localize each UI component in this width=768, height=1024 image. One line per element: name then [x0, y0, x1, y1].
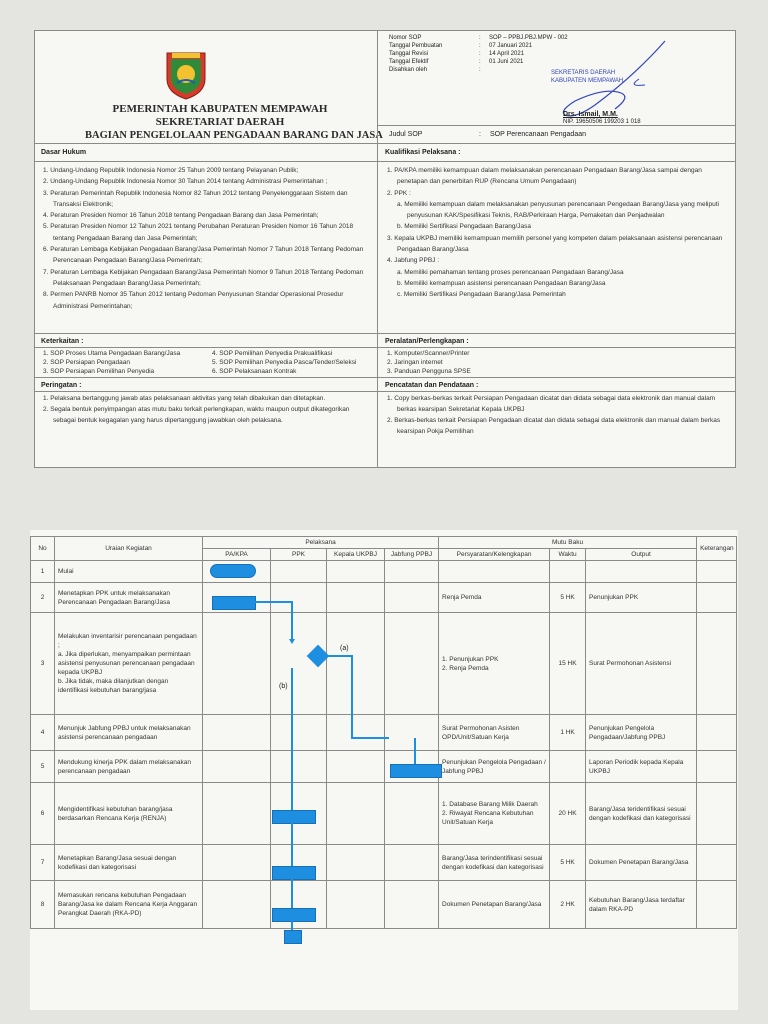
meta-label: Tanggal Pembuatan	[389, 43, 443, 49]
row-no: 3	[31, 613, 55, 715]
row-uraian: Mulai	[55, 561, 203, 583]
meta-value: 14 April 2021	[489, 51, 525, 57]
kualifikasi-title: Kualifikasi Pelaksana :	[385, 149, 461, 156]
lane-cell	[327, 751, 385, 783]
judul-sop-value: SOP Perencanaan Pengadaan	[490, 131, 587, 138]
row-output: Dokumen Penetapan Barang/Jasa	[586, 845, 697, 881]
row-persyaratan: 1. Penunjukan PPK 2. Renja Pemda	[439, 613, 550, 715]
kualifikasi-item: b. Memiliki kemampuan asistensi perencanaan Pengadaan Barang/Jasa	[397, 279, 606, 287]
kualifikasi-item: a. Memiliki pemahaman tentang proses perencanaan Pengadaan Barang/Jasa	[397, 268, 624, 276]
keterkaitan-item: 3. SOP Persiapan Pemilihan Penyedia	[43, 368, 155, 375]
judul-sop-label: Judul SOP	[389, 131, 423, 138]
row-output: Surat Permohonan Asistensi	[586, 613, 697, 715]
row-keterangan	[697, 783, 737, 845]
process-box-8	[272, 908, 316, 922]
lane-cell	[327, 783, 385, 845]
lane-cell	[203, 751, 271, 783]
row-output: Penunjukan PPK	[586, 583, 697, 613]
row-no: 8	[31, 881, 55, 929]
row-no: 4	[31, 715, 55, 751]
row-persyaratan: Surat Permohonan Asisten OPD/Unit/Satuan Kerja	[439, 715, 550, 751]
meta-row: Nomor SOP : SOP – PPBJ.PBJ.MPW - 002	[389, 35, 568, 41]
keterkaitan-item: 4. SOP Pemilihan Penyedia Prakualifikasi	[212, 350, 333, 357]
meta-value: 07 Januari 2021	[489, 43, 533, 49]
lane-cell	[327, 881, 385, 929]
peringatan-item: 2. Segala bentuk penyimpangan atas mutu baku terkait perlengkapan, waktu maupun output dikategorikan sebagai bentuk kegagalan yang harus dipertanggung jawabkan oleh pelaksana.	[43, 406, 350, 424]
keterkaitan-item: 5. SOP Pemilihan Penyedia Pasca/Tender/Seleksi	[212, 359, 357, 366]
lane-cell	[327, 561, 385, 583]
row-no: 6	[31, 783, 55, 845]
header-jabfung-ppbj: Jabfung PPBJ	[385, 549, 439, 561]
row-output	[586, 561, 697, 583]
meta-row: Tanggal Pembuatan : 07 Januari 2021	[389, 43, 533, 49]
meta-label: Disahkan oleh	[389, 67, 428, 73]
kualifikasi-item: 1. PA/KPA memiliki kemampuan dalam melaksanakan perencanaan Pengadaan Barang/Jasa sampai dengan penetapan dan penerbitan RUP (Rencana Umum Pengadaan)	[387, 167, 702, 186]
signer-nip: NIP. 19650506 199203 1 018	[563, 119, 641, 125]
kualifikasi-item: 4. Jabfung PPBJ :	[387, 257, 440, 265]
signer-name: Drs. Ismail, M.M.	[563, 111, 618, 118]
peralatan-list	[385, 349, 729, 376]
row-no: 2	[31, 583, 55, 613]
row-uraian: Melakukan inventarisir perencanaan pengadaan ; a. Jika diperlukan, menyampaikan permintaan asistensi penyusunan perencanaan pengadaan kepada UKPBJ b. Jika tidak, maka dilanjutkan dengan identifikasi kebutuhan barang/jasa	[55, 613, 203, 715]
peringatan-item: 1. Pelaksana bertanggung jawab atas pelaksanaan aktivitas yang telah dibakukan dan ditetapkan.	[43, 395, 326, 402]
lane-cell	[327, 715, 385, 751]
peralatan-title: Peralatan/Perlengkapan :	[385, 338, 469, 345]
row-persyaratan: 1. Database Barang Milik Daerah 2. Riwayat Rencana Kebutuhan Unit/Satuan Kerja	[439, 783, 550, 845]
peringatan-list	[41, 393, 369, 426]
header-pa-kpa: PA/KPA	[203, 549, 271, 561]
lane-cell	[271, 561, 327, 583]
peringatan-title: Peringatan :	[41, 382, 82, 389]
lane-cell	[327, 583, 385, 613]
pencatatan-title: Pencatatan dan Pendataan :	[385, 382, 479, 389]
dasar-hukum-item: 2. Undang-Undang Republik Indonesia Nomor 30 Tahun 2014 tentang Administrasi Pemerintahan ;	[43, 178, 328, 186]
keterkaitan-list-b	[210, 349, 375, 376]
process-box-5	[390, 764, 442, 778]
table-row	[31, 613, 737, 715]
branch-label-a: (a)	[340, 645, 349, 652]
table-row	[31, 751, 737, 783]
peralatan-item: 3. Panduan Pengguna SPSE	[387, 368, 471, 375]
dasar-hukum-item: 8. Permen PANRB Nomor 35 Tahun 2012 tentang Pedoman Penyusunan Standar Operasional Prosedur Administrasi Pemerintahan;	[43, 291, 344, 310]
lane-cell	[327, 613, 385, 715]
dasar-hukum-list	[41, 165, 369, 312]
lane-cell	[385, 783, 439, 845]
kualifikasi-item: a. Memiliki kemampuan dalam melaksanakan penyusunan perencanaan Pengedaan Barang/Jasa yang meliputi penyusunan KAK/Spesifikasi Teknis, RAB/Perkiraan Harga, Pemaketan dan Penjadwalan	[397, 200, 719, 220]
row-keterangan	[697, 583, 737, 613]
row-output: Penunjukan Pengelola Pengadaan/Jabfung PPBJ	[586, 715, 697, 751]
row-keterangan	[697, 751, 737, 783]
keterkaitan-title: Keterkaitan :	[41, 338, 84, 345]
table-row	[31, 845, 737, 881]
row-waktu	[550, 561, 586, 583]
keterkaitan-item: 1. SOP Proses Utama Pengadaan Barang/Jasa	[43, 350, 181, 357]
row-keterangan	[697, 561, 737, 583]
row-waktu	[550, 751, 586, 783]
regency-logo-icon	[163, 49, 209, 101]
table-row	[31, 583, 737, 613]
pencatatan-item: 2. Berkas-berkas terkait Persiapan Pengadaan dicatat dan didata sebagai data elektronik dan manual dalam berkas kearsipan Pokja Pemilihan	[387, 417, 721, 435]
row-no: 1	[31, 561, 55, 583]
org-name-line2: SEKRETARIAT DAERAH	[155, 116, 285, 128]
row-keterangan	[697, 845, 737, 881]
row-keterangan	[697, 613, 737, 715]
meta-value: SOP – PPBJ.PBJ.MPW - 002	[489, 35, 568, 41]
row-persyaratan: Penunjukan Pengelola Pengadaan / Jabfung PPBJ	[439, 751, 550, 783]
lane-cell	[385, 715, 439, 751]
lane-cell	[271, 751, 327, 783]
header-output: Output	[586, 549, 697, 561]
row-output: Barang/Jasa teridentifikasi sesuai dengan kodefikasi dan kategorisasi	[586, 783, 697, 845]
header-no: No	[31, 537, 55, 561]
table-row	[31, 561, 737, 583]
row-uraian: Menetapkan PPK untuk melaksanakan Perencanaan Pengadaan Barang/Jasa	[55, 583, 203, 613]
pencatatan-list	[385, 393, 729, 437]
header-uraian: Uraian Kegiatan	[55, 537, 203, 561]
row-output: Kebutuhan Barang/Jasa terdaftar dalam RKA-PD	[586, 881, 697, 929]
lane-cell	[327, 845, 385, 881]
kualifikasi-item: c. Memiliki Sertifikasi Pengadaan Barang/Jasa Pemerintah	[397, 291, 566, 299]
kualifikasi-item: b. Memiliki Sertifikasi Pengadaan Barang/Jasa	[397, 223, 532, 231]
row-uraian: Mengidentifikasi kebutuhan barang/jasa berdasarkan Rencana Kerja (RENJA)	[55, 783, 203, 845]
table-row	[31, 881, 737, 929]
row-uraian: Menunjuk Jabfung PPBJ untuk melaksanakan asistensi perencanaan pengadaan	[55, 715, 203, 751]
header-mutu-baku: Mutu Baku	[439, 537, 697, 549]
header-pelaksana: Pelaksana	[203, 537, 439, 549]
lane-cell	[203, 783, 271, 845]
row-persyaratan: Dokumen Penetapan Barang/Jasa	[439, 881, 550, 929]
row-output: Laporan Periodik kepada Kepala UKPBJ	[586, 751, 697, 783]
lane-cell	[203, 613, 271, 715]
judul-sop-colon: :	[479, 131, 481, 138]
dasar-hukum-item: 4. Peraturan Presiden Nomor 16 Tahun 2018 tentang Pengadaan Barang dan Jasa Pemerintah;	[43, 212, 319, 220]
row-waktu: 1 HK	[550, 715, 586, 751]
process-box-7	[272, 866, 316, 880]
peralatan-item: 2. Jaringan internet	[387, 359, 443, 366]
row-waktu: 5 HK	[550, 583, 586, 613]
keterkaitan-item: 6. SOP Pelaksanaan Kontrak	[212, 368, 297, 375]
lane-cell	[203, 845, 271, 881]
keterkaitan-list-a	[41, 349, 221, 376]
keterkaitan-item: 2. SOP Persiapan Pengadaan	[43, 359, 130, 366]
dasar-hukum-title: Dasar Hukum	[41, 149, 87, 156]
header-keterangan: Keterangan	[697, 537, 737, 561]
org-name-line3: BAGIAN PENGELOLAAN PENGADAAN BARANG DAN JASA	[85, 130, 383, 141]
meta-row: Disahkan oleh :	[389, 67, 481, 73]
row-keterangan	[697, 715, 737, 751]
table-row	[31, 783, 737, 845]
row-persyaratan: Barang/Jasa terindentifikasi sesuai dengan kodefikasi dan kategorisasi	[439, 845, 550, 881]
signer-title: SEKRETARIS DAERAH KABUPATEN MEMPAWAH	[551, 70, 624, 84]
lane-cell	[385, 561, 439, 583]
meta-row: Tanggal Efektif : 01 Juni 2021	[389, 59, 524, 65]
meta-label: Tanggal Efektif	[389, 59, 429, 65]
lane-cell	[385, 845, 439, 881]
kualifikasi-item: 2. PPK :	[387, 189, 411, 197]
peralatan-item: 1. Komputer/Scanner/Printer	[387, 350, 470, 357]
dasar-hukum-item: 6. Peraturan Lembaga Kebijakan Pengadaan Barang/Jasa Pemerintah Nomor 7 Tahun 2018 Tentang Pedoman Perencanaan Pengadaan Barang/Jasa Pemerintah;	[43, 246, 364, 265]
meta-label: Nomor SOP	[389, 35, 422, 41]
dasar-hukum-item: 7. Peraturan Lembaga Kebijakan Pengadaan Barang/Jasa Pemerintah Nomor 9 Tahun 2018 Tentang Pedoman Pelaksanaan Pengadaan Barang/Jasa Pemerintah;	[43, 268, 364, 287]
sop-identity-sheet	[34, 30, 736, 468]
org-name-line1: PEMERINTAH KABUPATEN MEMPAWAH	[112, 103, 328, 115]
kualifikasi-item: 3. Kepala UKPBJ memiliki kemampuan memilih personel yang kompeten dalam pelaksanaan asistensi perencanaan Pengadaan Barang/Jasa	[387, 234, 723, 254]
row-waktu: 2 HK	[550, 881, 586, 929]
connector-box	[284, 930, 302, 944]
row-keterangan	[697, 881, 737, 929]
header-waktu: Waktu	[550, 549, 586, 561]
header-kepala-ukpbj: Kepala UKPBJ	[327, 549, 385, 561]
meta-value: 01 Juni 2021	[489, 59, 524, 65]
row-waktu: 20 HK	[550, 783, 586, 845]
header-persyaratan: Persyaratan/Kelengkapan	[439, 549, 550, 561]
row-uraian: Menetapkan Barang/Jasa sesuai dengan kodefikasi dan kategorisasi	[55, 845, 203, 881]
lane-cell	[385, 583, 439, 613]
lane-cell	[271, 583, 327, 613]
lane-cell	[271, 715, 327, 751]
meta-label: Tanggal Revisi	[389, 51, 429, 57]
start-terminator	[210, 564, 256, 578]
row-waktu: 5 HK	[550, 845, 586, 881]
dasar-hukum-item: 1. Undang-Undang Republik Indonesia Nomor 25 Tahun 2009 tentang Pelayanan Publik;	[43, 167, 299, 174]
row-no: 7	[31, 845, 55, 881]
branch-label-b: (b)	[279, 683, 288, 690]
lane-cell	[203, 715, 271, 751]
process-box-6	[272, 810, 316, 824]
row-waktu: 15 HK	[550, 613, 586, 715]
lane-cell	[385, 613, 439, 715]
row-persyaratan: Renja Pemda	[439, 583, 550, 613]
row-uraian: Mendukung kinerja PPK dalam melaksanakan perencanaan pengadaan	[55, 751, 203, 783]
pencatatan-item: 1. Copy berkas-berkas terkait Persiapan Pengadaan dicatat dan didata sebagai data elektronik dan manual dalam berkas kearsipan Sekretariat Kepala UKPBJ	[387, 395, 716, 413]
lane-cell	[203, 881, 271, 929]
row-no: 5	[31, 751, 55, 783]
process-box-2	[212, 596, 256, 610]
meta-row: Tanggal Revisi : 14 April 2021	[389, 51, 525, 57]
dasar-hukum-item: 5. Peraturan Presiden Nomor 12 Tahun 2021 tentang Perubahan Peraturan Presiden Nomor 16 Tahun 2018 tentang Pengadaan Barang dan Jasa Pemerintah;	[43, 223, 354, 242]
header-ppk: PPK	[271, 549, 327, 561]
dasar-hukum-item: 3. Peraturan Pemerintah Republik Indonesia Nomor 82 Tahun 2012 tentang Penyelenggaraan Sistem dan Transaksi Elektronik;	[43, 189, 348, 208]
row-uraian: Memasukan rencana kebutuhan Pengadaan Barang/Jasa ke dalam Rencana Kerja Anggaran Perangkat Daerah (RKA-PD)	[55, 881, 203, 929]
row-persyaratan	[439, 561, 550, 583]
kualifikasi-list	[385, 165, 729, 301]
sop-flowchart-sheet	[30, 530, 738, 1010]
lane-cell	[385, 881, 439, 929]
